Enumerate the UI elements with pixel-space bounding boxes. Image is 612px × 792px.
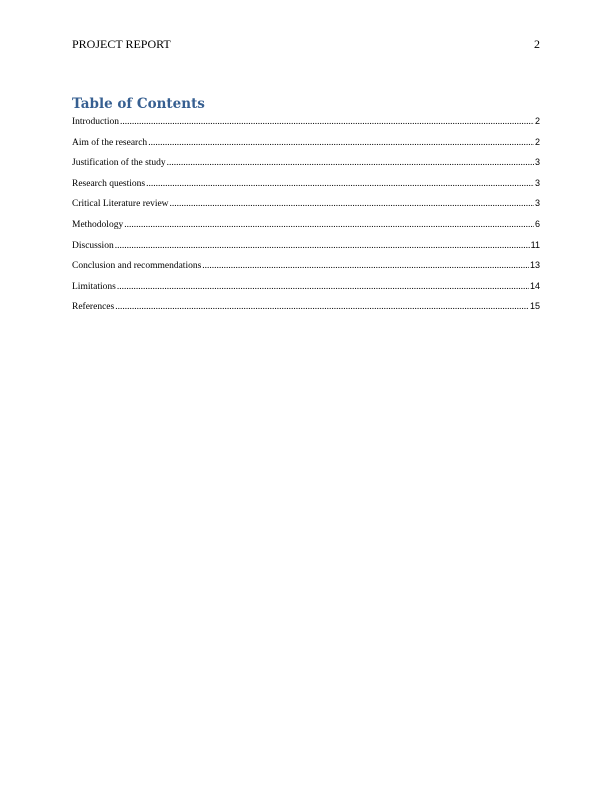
dot-leader [167, 156, 534, 170]
dot-leader [117, 280, 529, 294]
dot-leader [115, 300, 529, 314]
toc-entry-page: 2 [534, 116, 540, 126]
toc-entry-page: 3 [534, 157, 540, 168]
toc-entry-page: 3 [534, 198, 540, 209]
toc-entry-literature-review[interactable] [72, 196, 540, 217]
toc-entry-page: 15 [529, 301, 540, 312]
toc-heading: Table of Contents [72, 96, 205, 112]
header-page-number: 2 [534, 37, 540, 51]
toc-entry-label: Critical Literature review [72, 199, 169, 210]
toc-entry-references[interactable] [72, 299, 540, 320]
toc-entry-aim-of-research[interactable] [72, 135, 540, 156]
page-header [72, 36, 540, 52]
toc-entry-label: Methodology [72, 219, 124, 230]
toc-entry-label: Introduction [72, 117, 119, 127]
toc-entry-page: 2 [534, 136, 540, 147]
dot-leader [202, 259, 529, 273]
toc-entry-justification[interactable] [72, 155, 540, 176]
toc-entry-page: 14 [529, 280, 540, 291]
table-of-contents [72, 114, 540, 320]
toc-entry-discussion[interactable] [72, 238, 540, 259]
toc-entry-methodology[interactable] [72, 217, 540, 238]
toc-entry-label: Limitations [72, 281, 116, 292]
toc-entry-label: Discussion [72, 240, 114, 251]
running-title: PROJECT REPORT [72, 37, 171, 51]
dot-leader [170, 197, 534, 211]
dot-leader [146, 177, 534, 191]
toc-entry-research-questions[interactable] [72, 176, 540, 197]
toc-entry-page: 3 [534, 177, 540, 188]
dot-leader [120, 115, 534, 129]
toc-entry-label: Research questions [72, 178, 146, 189]
toc-entry-conclusion[interactable] [72, 258, 540, 279]
toc-entry-page: 6 [534, 218, 540, 229]
dot-leader [124, 218, 534, 232]
toc-entry-introduction[interactable] [72, 114, 540, 135]
toc-entry-label: Conclusion and recommendations [72, 261, 202, 272]
toc-entry-page: 13 [529, 260, 540, 271]
toc-entry-label: References [72, 302, 115, 313]
dot-leader [115, 239, 530, 253]
toc-entry-page: 11 [530, 239, 540, 250]
toc-entry-label: Aim of the research [72, 137, 148, 148]
dot-leader [148, 136, 534, 150]
toc-entry-label: Justification of the study [72, 158, 166, 169]
toc-entry-limitations[interactable] [72, 279, 540, 300]
